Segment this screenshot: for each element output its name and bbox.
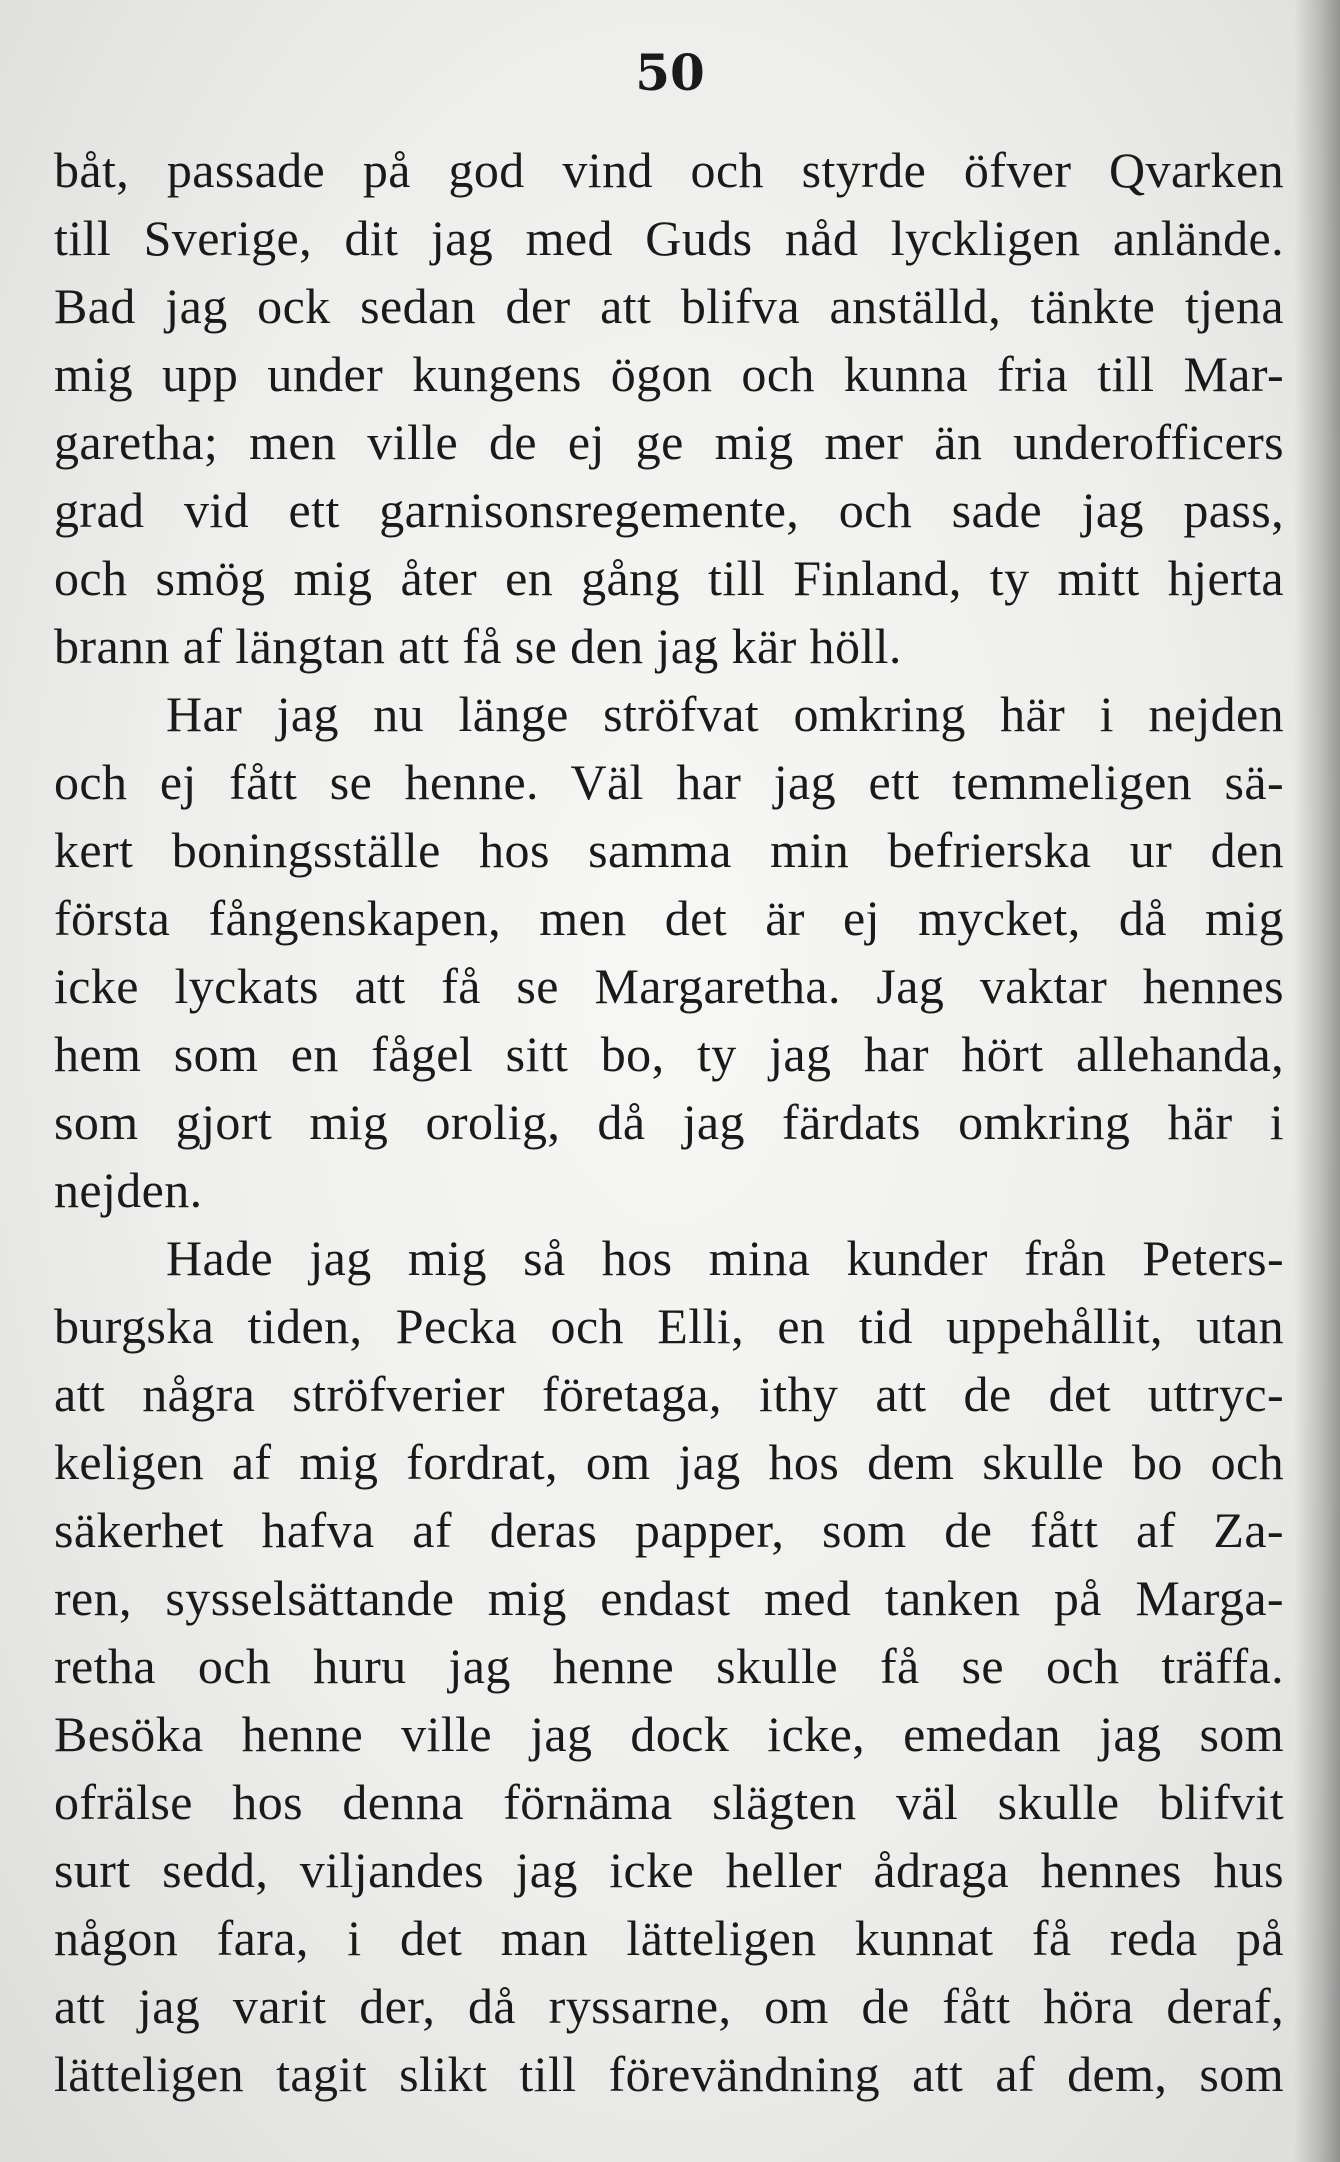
text-line: ren, sysselsättande mig endast med tanken på Marga- (54, 1570, 1284, 1626)
body-text (54, 136, 1284, 2108)
text-line: som gjort mig orolig, då jag färdats omkring här i (54, 1094, 1284, 1150)
text-line: icke lyckats att få se Margaretha. Jag vaktar hennes (54, 958, 1284, 1014)
text-line: grad vid ett garnisonsregemente, och sade jag pass, (54, 482, 1284, 538)
text-line: lätteligen tagit slikt till förevändning att af dem, som (54, 2046, 1284, 2102)
text-line: till Sverige, dit jag med Guds nåd lyckligen anlände. (54, 210, 1284, 266)
text-line: att några ströfverier företaga, ithy att de det uttryc- (54, 1366, 1284, 1422)
page-gutter-shadow (1294, 0, 1340, 2162)
text-line: båt, passade på god vind och styrde öfver Qvarken (54, 142, 1284, 198)
text-line: Besöka henne ville jag dock icke, emedan jag som (54, 1706, 1284, 1762)
text-line: säkerhet hafva af deras papper, som de fått af Za- (54, 1502, 1284, 1558)
text-line: första fångenskapen, men det är ej mycket, då mig (54, 890, 1284, 946)
paragraph-end-line: nejden. (54, 1162, 203, 1218)
paragraph-end-line: brann af längtan att få se den jag kär höll. (54, 618, 902, 674)
text-line: och smög mig åter en gång till Finland, ty mitt hjerta (54, 550, 1284, 606)
text-line: att jag varit der, då ryssarne, om de fått höra deraf, (54, 1978, 1284, 2034)
text-line: Bad jag ock sedan der att blifva anställd, tänkte tjena (54, 278, 1284, 334)
text-line: mig upp under kungens ögon och kunna fria till Mar- (54, 346, 1284, 402)
text-line: någon fara, i det man lätteligen kunnat få reda på (54, 1910, 1284, 1966)
text-line: retha och huru jag henne skulle få se och träffa. (54, 1638, 1284, 1694)
text-line: och ej fått se henne. Väl har jag ett temmeligen sä- (54, 754, 1284, 810)
text-line: hem som en fågel sitt bo, ty jag har hört allehanda, (54, 1026, 1284, 1082)
text-line: keligen af mig fordrat, om jag hos dem skulle bo och (54, 1434, 1284, 1490)
paragraph-start-line: Hade jag mig så hos mina kunder från Peters- (166, 1230, 1284, 1286)
text-line: ofrälse hos denna förnäma slägten väl skulle blifvit (54, 1774, 1284, 1830)
text-line: burgska tiden, Pecka och Elli, en tid uppehållit, utan (54, 1298, 1284, 1354)
text-line: surt sedd, viljandes jag icke heller ådraga hennes hus (54, 1842, 1284, 1898)
text-line: garetha; men ville de ej ge mig mer än underofficers (54, 414, 1284, 470)
page-number: 50 (635, 43, 705, 102)
text-line: kert boningsställe hos samma min befrierska ur den (54, 822, 1284, 878)
paragraph-start-line: Har jag nu länge ströfvat omkring här i nejden (166, 686, 1284, 742)
